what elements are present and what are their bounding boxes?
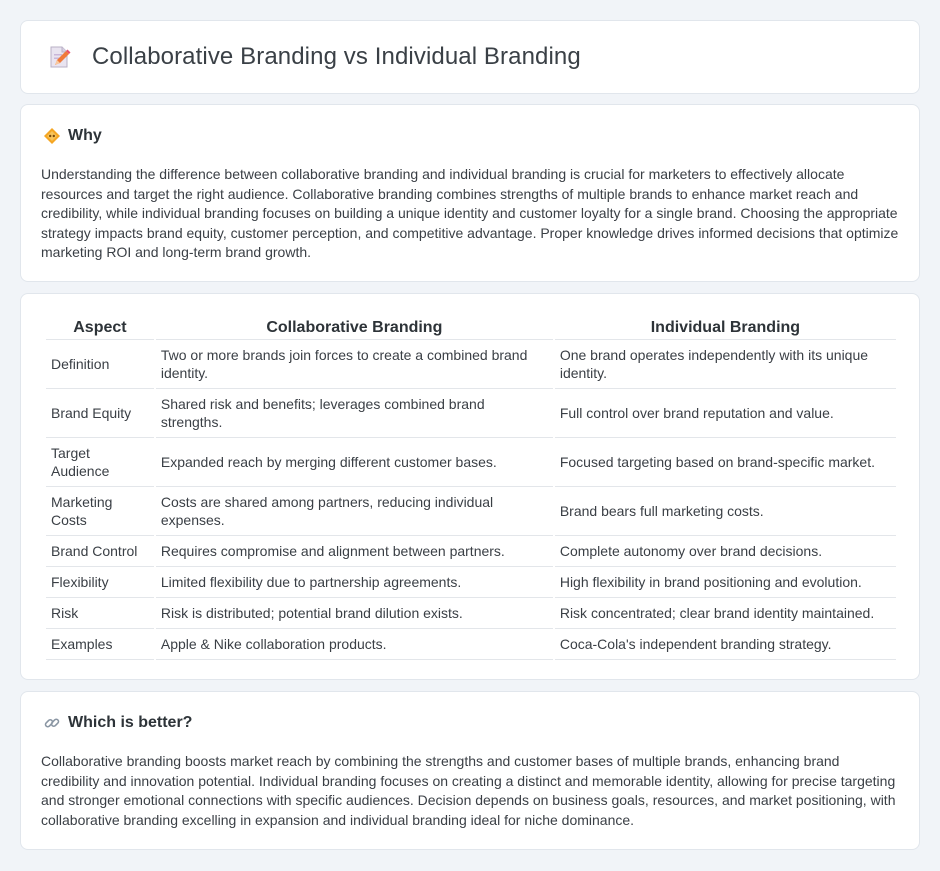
aspect-cell: Marketing Costs (46, 487, 154, 536)
aspect-cell: Brand Equity (46, 389, 154, 438)
table-row (46, 629, 896, 660)
collaborative-cell: Two or more brands join forces to create a combined brand identity. (156, 340, 553, 389)
aspect-cell: Examples (46, 629, 154, 660)
which-is-better-section (20, 691, 920, 850)
individual-cell: Focused targeting based on brand-specific market. (555, 438, 896, 487)
table-row (46, 487, 896, 536)
table-row (46, 536, 896, 567)
why-text: Understanding the difference between collaborative branding and individual branding is crucial for marketers to effectively allocate resources and target the right audience. Collaborative branding combines strengths of multiple brands to enhance market reach and credibility, while individual branding focuses on building a unique identity and customer loyalty for a single brand. Choosing the appropriate strategy impacts brand equity, customer perception, and competitive advantage. Proper knowledge drives informed decisions that optimize marketing ROI and long-term brand growth. (41, 166, 899, 261)
individual-cell: High flexibility in brand positioning and evolution. (555, 567, 896, 598)
collaborative-cell: Limited flexibility due to partnership agreements. (156, 567, 553, 598)
comparison-card (20, 293, 920, 680)
individual-cell: Coca-Cola's independent branding strategy. (555, 629, 896, 660)
why-heading: Why (68, 127, 102, 144)
aspect-cell: Risk (46, 598, 154, 629)
table-header-row (46, 314, 896, 340)
collaborative-cell: Costs are shared among partners, reducing individual expenses. (156, 487, 553, 536)
title-card (20, 20, 920, 94)
better-text: Collaborative branding boosts market reach by combining the strengths and customer bases of multiple brands, enhancing brand credibility and innovation potential. Individual branding focuses on creating a distinct and memorable identity, allowing for precise targeting and stronger emotional connections with specific audiences. Decision depends on business goals, resources, and market positioning, with collaborative branding excelling in expansion and individual branding ideal for niche dominance. (41, 753, 896, 828)
individual-cell: Full control over brand reputation and value. (555, 389, 896, 438)
table-row (46, 567, 896, 598)
individual-cell: Complete autonomy over brand decisions. (555, 536, 896, 567)
header-collaborative: Collaborative Branding (156, 314, 553, 340)
individual-cell: Brand bears full marketing costs. (555, 487, 896, 536)
table-row (46, 598, 896, 629)
header-individual: Individual Branding (555, 314, 896, 340)
collaborative-cell: Risk is distributed; potential brand dilution exists. (156, 598, 553, 629)
aspect-cell: Brand Control (46, 536, 154, 567)
link-icon (43, 714, 61, 732)
document-edit-icon (46, 44, 72, 70)
collaborative-cell: Expanded reach by merging different customer bases. (156, 438, 553, 487)
diamond-warning-icon (43, 127, 61, 145)
table-row (46, 340, 896, 389)
individual-cell: Risk concentrated; clear brand identity maintained. (555, 598, 896, 629)
comparison-table (44, 314, 898, 660)
table-row (46, 389, 896, 438)
individual-cell: One brand operates independently with its unique identity. (555, 340, 896, 389)
aspect-cell: Target Audience (46, 438, 154, 487)
aspect-cell: Definition (46, 340, 154, 389)
aspect-cell: Flexibility (46, 567, 154, 598)
why-section (20, 104, 920, 282)
header-aspect: Aspect (46, 314, 154, 340)
table-row (46, 438, 896, 487)
collaborative-cell: Requires compromise and alignment between partners. (156, 536, 553, 567)
better-heading: Which is better? (68, 714, 193, 731)
collaborative-cell: Apple & Nike collaboration products. (156, 629, 553, 660)
collaborative-cell: Shared risk and benefits; leverages combined brand strengths. (156, 389, 553, 438)
page-title: Collaborative Branding vs Individual Branding (92, 43, 581, 70)
